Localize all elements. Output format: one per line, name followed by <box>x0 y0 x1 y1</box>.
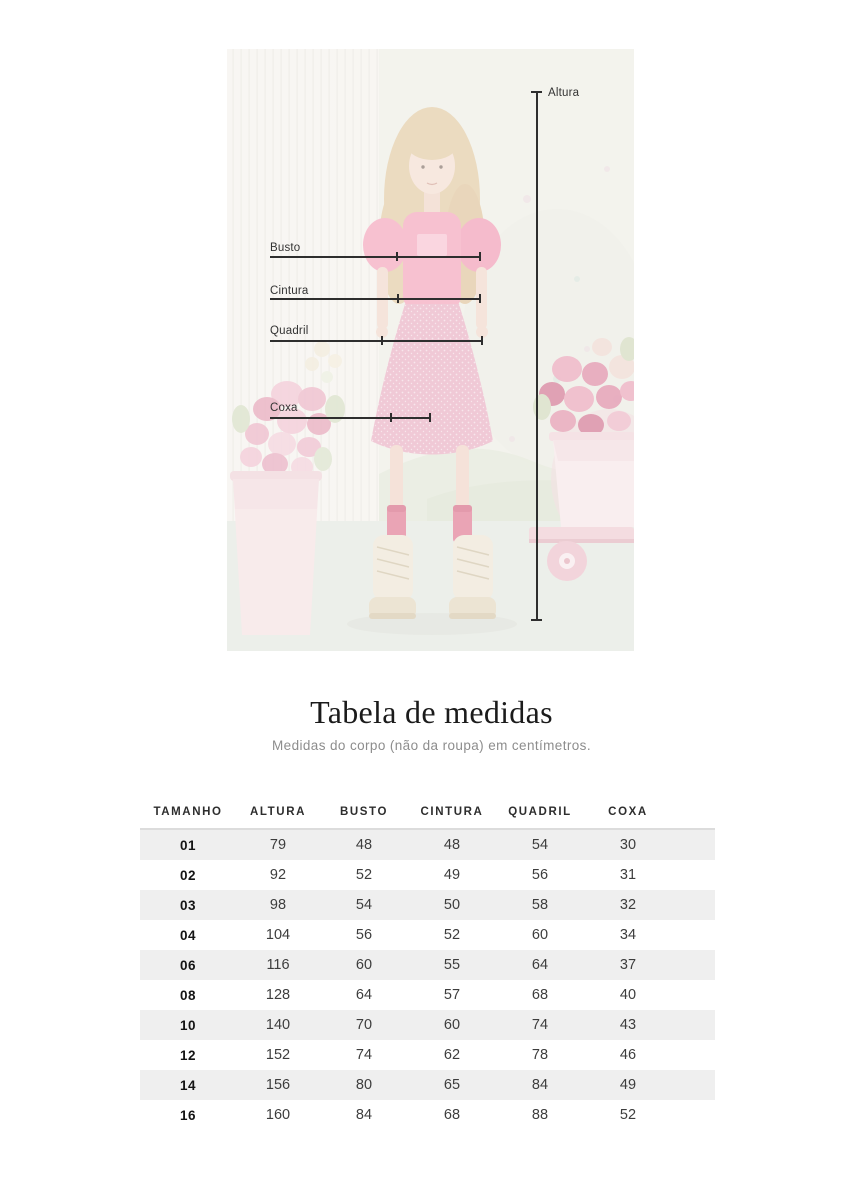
size-cell: 14 <box>179 1077 197 1093</box>
measurement-cell: 128 <box>265 987 291 1003</box>
measurement-cell: 48 <box>355 837 373 853</box>
measurement-cell: 156 <box>265 1077 291 1093</box>
altura-label: Altura <box>548 87 580 99</box>
measurement-cell: 62 <box>443 1047 461 1063</box>
table-row <box>140 860 715 890</box>
measurement-cell: 52 <box>619 1107 637 1123</box>
table-row <box>140 890 715 920</box>
table-row <box>140 980 715 1010</box>
quadril-line <box>270 340 483 342</box>
busto-line <box>270 256 481 258</box>
table-row <box>140 1100 715 1130</box>
measurement-cell: 52 <box>355 867 373 883</box>
measurement-cell: 68 <box>443 1107 461 1123</box>
quadril-tick <box>481 336 483 345</box>
measurement-cell: 74 <box>531 1017 549 1033</box>
coxa-tick <box>429 413 431 422</box>
measurement-cell: 56 <box>355 927 373 943</box>
table-row <box>140 1010 715 1040</box>
size-cell: 08 <box>179 987 197 1003</box>
measurement-cell: 32 <box>619 897 637 913</box>
quadril-label: Quadril <box>270 325 309 337</box>
busto-label: Busto <box>270 242 301 254</box>
measurement-cell: 70 <box>355 1017 373 1033</box>
measurement-cell: 60 <box>443 1017 461 1033</box>
measurement-cell: 55 <box>443 957 461 973</box>
size-cell: 12 <box>179 1047 197 1063</box>
coxa-line <box>270 417 431 419</box>
table-row <box>140 830 715 860</box>
measurement-cell: 46 <box>619 1047 637 1063</box>
cintura-tick <box>479 294 481 303</box>
column-header: CINTURA <box>420 805 484 818</box>
size-cell: 10 <box>179 1017 197 1033</box>
size-cell: 03 <box>179 897 197 913</box>
measurement-cell: 116 <box>266 957 290 973</box>
busto-tick <box>479 252 481 261</box>
measurement-cell: 43 <box>619 1017 637 1033</box>
cintura-label: Cintura <box>270 285 309 297</box>
measurement-cell: 98 <box>269 897 287 913</box>
measurement-cell: 84 <box>355 1107 373 1123</box>
altura-line-top-cap <box>531 91 542 93</box>
size-cell: 16 <box>179 1107 197 1123</box>
table-row <box>140 950 715 980</box>
measurement-cell: 74 <box>355 1047 373 1063</box>
table-row <box>140 1040 715 1070</box>
measurement-cell: 48 <box>443 837 461 853</box>
size-cell: 06 <box>179 957 197 973</box>
measurement-cell: 54 <box>531 837 549 853</box>
column-header: COXA <box>608 805 648 818</box>
page-title: Tabela de medidas <box>310 694 553 730</box>
measurement-cell: 57 <box>443 987 461 1003</box>
measurement-cell: 160 <box>265 1107 291 1123</box>
measurement-cell: 152 <box>265 1047 291 1063</box>
cintura-tick <box>397 294 399 303</box>
measurement-cell: 80 <box>355 1077 373 1093</box>
measurement-cell: 79 <box>269 837 287 853</box>
measurement-cell: 49 <box>619 1077 637 1093</box>
column-header: TAMANHO <box>153 805 223 818</box>
size-cell: 01 <box>179 837 197 853</box>
measurement-cell: 54 <box>355 897 373 913</box>
measurement-overlay <box>227 49 634 651</box>
model-photo <box>227 49 634 651</box>
measurement-cell: 104 <box>265 927 291 943</box>
column-header: QUADRIL <box>508 805 572 818</box>
altura-line-bottom-cap <box>531 619 542 621</box>
measurement-cell: 56 <box>531 867 549 883</box>
measurement-cell: 52 <box>443 927 461 943</box>
measurement-cell: 49 <box>443 867 461 883</box>
measurement-cell: 30 <box>619 837 637 853</box>
measurement-cell: 58 <box>531 897 549 913</box>
measurement-cell: 34 <box>619 927 637 943</box>
measurement-cell: 31 <box>619 867 637 883</box>
measurement-cell: 37 <box>619 957 637 973</box>
cintura-line <box>270 298 481 300</box>
size-table-header <box>140 795 715 830</box>
measurement-cell: 64 <box>531 957 549 973</box>
size-table <box>140 795 715 1130</box>
column-header: ALTURA <box>249 805 306 818</box>
measurement-cell: 88 <box>531 1107 549 1123</box>
measurement-cell: 64 <box>355 987 373 1003</box>
size-table-body <box>140 830 715 1130</box>
measurement-cell: 78 <box>531 1047 549 1063</box>
measurement-cell: 92 <box>269 867 287 883</box>
busto-tick <box>396 252 398 261</box>
measurement-cell: 40 <box>619 987 637 1003</box>
measurement-cell: 68 <box>531 987 549 1003</box>
measurement-cell: 60 <box>531 927 549 943</box>
measurement-cell: 65 <box>443 1077 461 1093</box>
coxa-tick <box>390 413 392 422</box>
quadril-tick <box>381 336 383 345</box>
column-header: BUSTO <box>339 805 389 818</box>
coxa-label: Coxa <box>270 402 298 414</box>
size-cell: 04 <box>179 927 197 943</box>
table-row <box>140 920 715 950</box>
table-row <box>140 1070 715 1100</box>
altura-line <box>536 92 538 621</box>
size-cell: 02 <box>179 867 197 883</box>
measurement-cell: 140 <box>265 1017 291 1033</box>
measurement-cell: 50 <box>443 897 461 913</box>
measurement-cell: 84 <box>531 1077 549 1093</box>
page-subtitle: Medidas do corpo (não da roupa) em centímetros. <box>272 738 591 753</box>
measurement-cell: 60 <box>355 957 373 973</box>
